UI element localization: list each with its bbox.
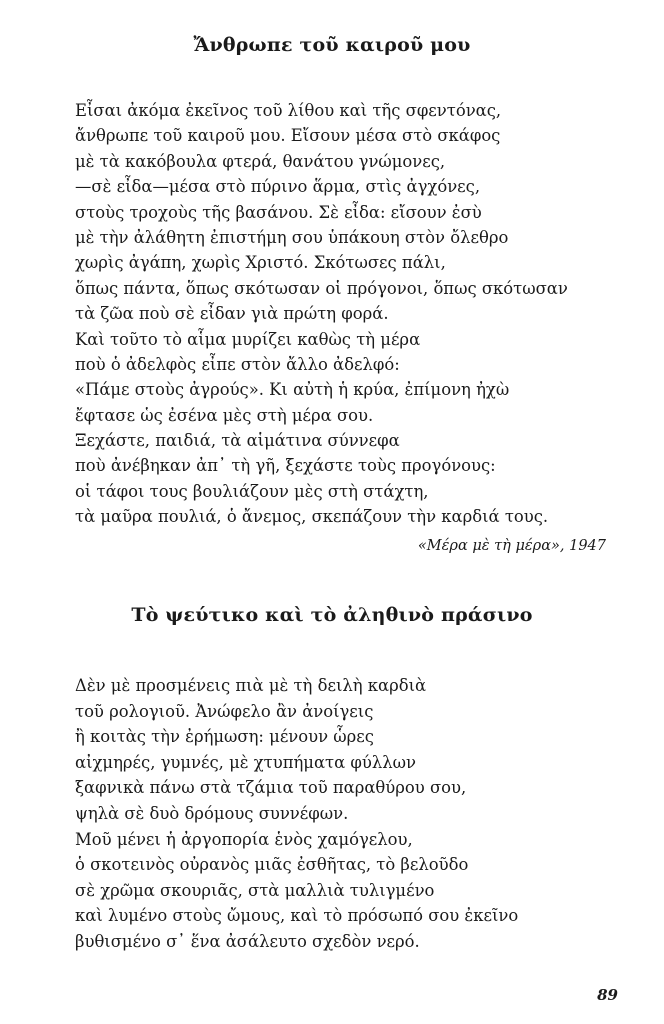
poem-1-line: τὰ ζῶα ποὺ σὲ εἶδαν γιὰ πρώτη φορά. (75, 304, 389, 324)
page-number: 89 (597, 986, 618, 1004)
poem-1-source: «Μέρα μὲ τὴ μέρα», 1947 (417, 538, 606, 554)
poem-1-line: χωρὶς ἀγάπη, χωρὶς Χριστό. Σκότωσες πάλι, (75, 253, 446, 273)
poem-1-line: ὅπως πάντα, ὅπως σκότωσαν οἱ πρόγονοι, ὅπως σκότωσαν (75, 278, 568, 298)
poem-1-line: —σὲ εἶδα—μέσα στὸ πύρινο ἅρμα, στὶς ἀγχόνες, (75, 177, 481, 197)
poem-1-line: Εἶσαι ἀκόμα ἐκεῖνος τοῦ λίθου καὶ τῆς σφεντόνας, (75, 101, 502, 120)
poem-2-line: καὶ λυμένο στοὺς ὤμους, καὶ τὸ πρόσωπό σου ἐκεῖνο (75, 906, 519, 926)
poem-2-line: ψηλὰ σὲ δυὸ δρόμους συννέφων. (75, 803, 349, 823)
poem-2-line: αἰχμηρές, γυμνές, μὲ χτυπήματα φύλλων (75, 752, 416, 772)
poem-2-line: ξαφνικὰ πάνω στὰ τζάμια τοῦ παραθύρου σου, (75, 778, 467, 798)
poem-2-title: Τὸ ψεύτικο καὶ τὸ ἀληθινὸ πράσινο (131, 604, 533, 626)
poem-1-line: ποὺ ὁ ἀδελφὸς εἶπε στὸν ἄλλο ἀδελφό: (75, 354, 400, 374)
poem-2-line: Δὲν μὲ προσμένεις πιὰ μὲ τὴ δειλὴ καρδιὰ (75, 676, 427, 695)
poem-2-line: Μοῦ μένει ἡ ἀργοπορία ἑνὸς χαμόγελου, (75, 829, 413, 849)
poem-1-line: ποὺ ἀνέβηκαν ἀπ᾿ τὴ γῆ, ξεχάστε τοὺς προγόνους: (75, 456, 496, 476)
poem-2-line: τοῦ ρολογιοῦ. Ἀνώφελο ἂν ἀνοίγεις (75, 701, 374, 721)
poem-1-line: «Πάμε στοὺς ἀγρούς». Κι αὐτὴ ἡ κρύα, ἐπίμονη ἠχὼ (75, 380, 510, 400)
poem-1-line: ἄνθρωπε τοῦ καιροῦ μου. Εἴσουν μέσα στὸ σκάφος (75, 126, 501, 146)
poem-1-body (75, 98, 568, 530)
poem-1-line: Ξεχάστε, παιδιά, τὰ αἱμάτινα σύννεφα (75, 431, 400, 451)
poem-2-body (75, 673, 518, 955)
poem-1-line: στοὺς τροχοὺς τῆς βασάνου. Σὲ εἶδα: εἴσουν ἐσὺ (75, 202, 482, 222)
poem-2-line: βυθισμένο σ᾿ ἕνα ἀσάλευτο σχεδὸν νερό. (75, 931, 420, 951)
poem-1-line: μὲ τὰ κακόβουλα φτερά, θανάτου γνώμονες, (75, 151, 446, 171)
poem-2-line: ἢ κοιτὰς τὴν ἐρήμωση: μένουν ὧρες (75, 727, 374, 747)
poem-2-line: ὁ σκοτεινὸς οὐρανὸς μιᾶς ἐσθῆτας, τὸ βελοῦδο (75, 855, 469, 875)
poem-2-line: σὲ χρῶμα σκουριᾶς, στὰ μαλλιὰ τυλιγμένο (75, 880, 435, 900)
poem-1-line: τὰ μαῦρα πουλιά, ὁ ἄνεμος, σκεπάζουν τὴν καρδιά τους. (75, 507, 549, 527)
poem-1-line: μὲ τὴν ἀλάθητη ἐπιστήμη σου ὑπάκουη στὸν ὄλεθρο (75, 227, 509, 247)
poem-1-line: οἱ τάφοι τους βουλιάζουν μὲς στὴ στάχτη, (75, 481, 429, 501)
poem-1-line: Καὶ τοῦτο τὸ αἷμα μυρίζει καθὼς τὴ μέρα (75, 329, 421, 349)
poem-1-line: ἔφτασε ὡς ἐσένα μὲς στὴ μέρα σου. (75, 405, 374, 425)
poem-1-title: Ἄνθρωπε τοῦ καιροῦ μου (193, 34, 471, 56)
